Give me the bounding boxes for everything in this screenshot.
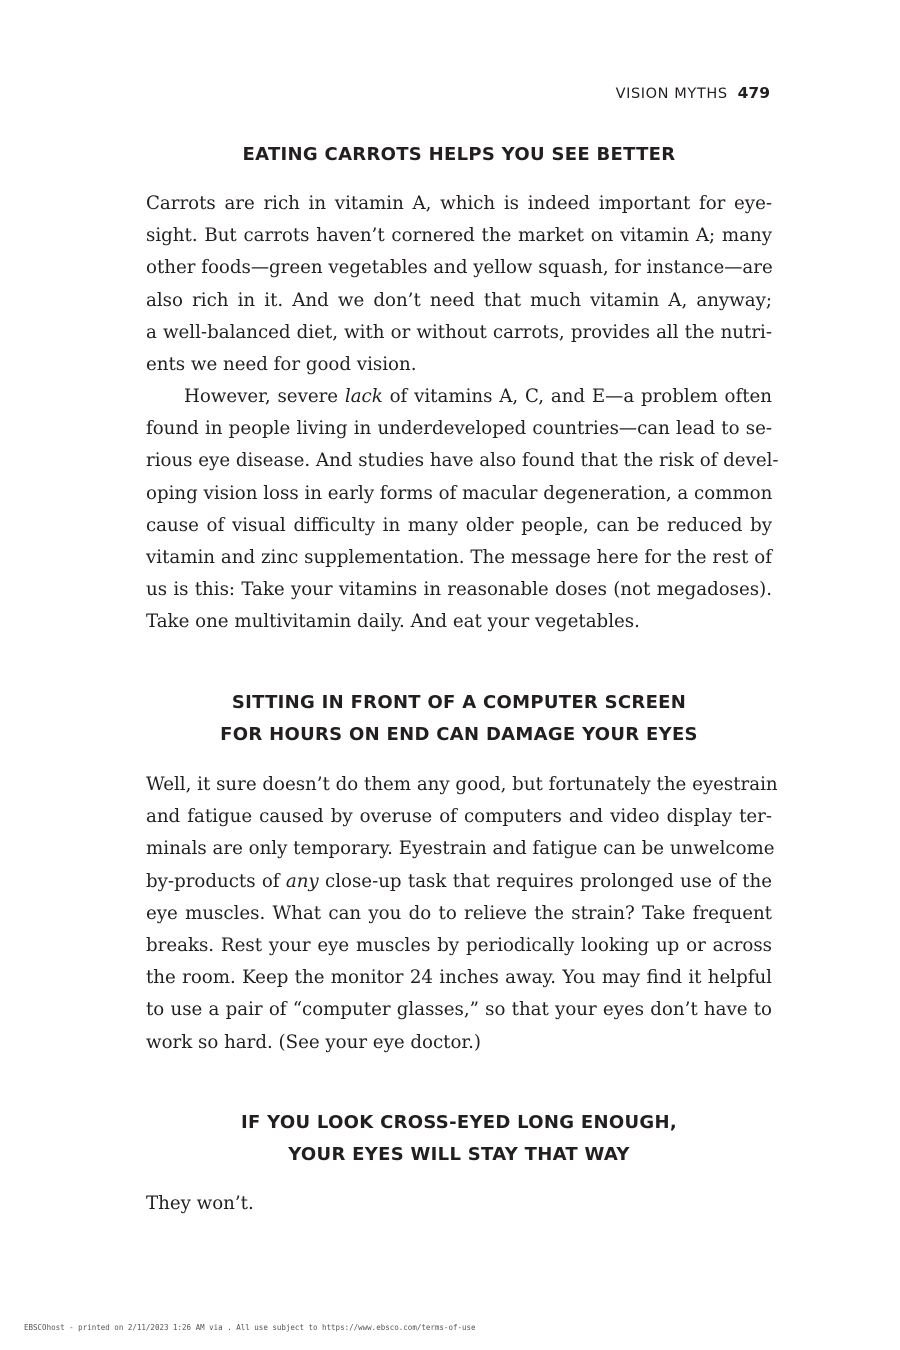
paragraph-cross-eyed [146,1188,772,1220]
text-line: Carrots are rich in vitamin A, which is indeed important for eye- [146,193,772,214]
text-line [146,381,772,413]
text-line: us is this: Take your vitamins in reasonable doses (not megadoses). [146,579,772,601]
text-line: breaks. Rest your eye muscles by periodically looking up or across [146,935,772,957]
emphasis-lack: lack [344,386,383,407]
text-line: found in people living in underdeveloped countries—can lead to se- [146,418,772,440]
section-heading-cross-eyed [146,1107,772,1171]
paragraph-carrots-2 [146,381,779,639]
text-line: to use a pair of “computer glasses,” so that your eyes don’t have to [146,999,772,1021]
text-line: other foods—green vegetables and yellow squash, for instance—are [146,257,773,279]
text-line: the room. Keep the monitor 24 inches away. You may find it helpful [146,967,772,989]
text-run: close-up task that requires prolonged use of the [318,870,772,892]
heading-line: SITTING IN FRONT OF A COMPUTER SCREEN [231,692,687,713]
page-number: 479 [737,84,770,102]
emphasis-any: any [285,870,319,892]
text-line [146,866,772,898]
text-line: cause of visual difficulty in many older people, can be reduced by [146,514,772,536]
text-line: work so hard. (See your eye doctor.) [146,1031,482,1053]
paragraph-carrots-1 [146,188,772,381]
text-line: sight. But carrots haven’t cornered the market on vitamin A; many [146,225,772,247]
text-line: and fatigue caused by overuse of computers and video display ter- [146,806,772,828]
heading-line: EATING CARROTS HELPS YOU SEE BETTER [242,144,676,165]
section-heading-carrots [146,139,772,171]
text-line: rious eye disease. And studies have also found that the risk of devel- [146,450,779,472]
print-footer: EBSCOhost - printed on 2/11/2023 1:26 AM via . All use subject to https://www.ebsco.com/terms-of-use [24,1323,476,1332]
text-line: a well-balanced diet, with or without carrots, provides all the nutri- [146,321,772,343]
running-head [616,84,770,102]
text-line: Well, it sure doesn’t do them any good, but fortunately the eyestrain [146,774,778,795]
text-run: by-products of [146,870,286,892]
text-line: vitamin and zinc supplementation. The message here for the rest of [146,547,772,569]
text-run: of vitamins A, C, and E—a problem often [382,386,773,407]
running-head-title: VISION MYTHS [615,86,728,102]
section-heading-computer-screen [146,687,772,751]
text-line: They won’t. [146,1193,254,1214]
text-line: Take one multivitamin daily. And eat your vegetables. [146,611,640,633]
heading-line: FOR HOURS ON END CAN DAMAGE YOUR EYES [220,724,698,745]
text-run: However, severe [184,386,345,407]
paragraph-computer-screen [146,769,778,1059]
text-line: eye muscles. What can you do to relieve the strain? Take frequent [146,902,772,924]
text-line: ents we need for good vision. [146,354,417,376]
heading-line: YOUR EYES WILL STAY THAT WAY [288,1144,630,1165]
text-line: minals are only temporary. Eyestrain and fatigue can be unwelcome [146,838,775,860]
heading-line: IF YOU LOOK CROSS-EYED LONG ENOUGH, [241,1112,677,1133]
text-line: oping vision loss in early forms of macular degeneration, a common [146,482,773,504]
text-line: also rich in it. And we don’t need that much vitamin A, anyway; [146,289,772,311]
